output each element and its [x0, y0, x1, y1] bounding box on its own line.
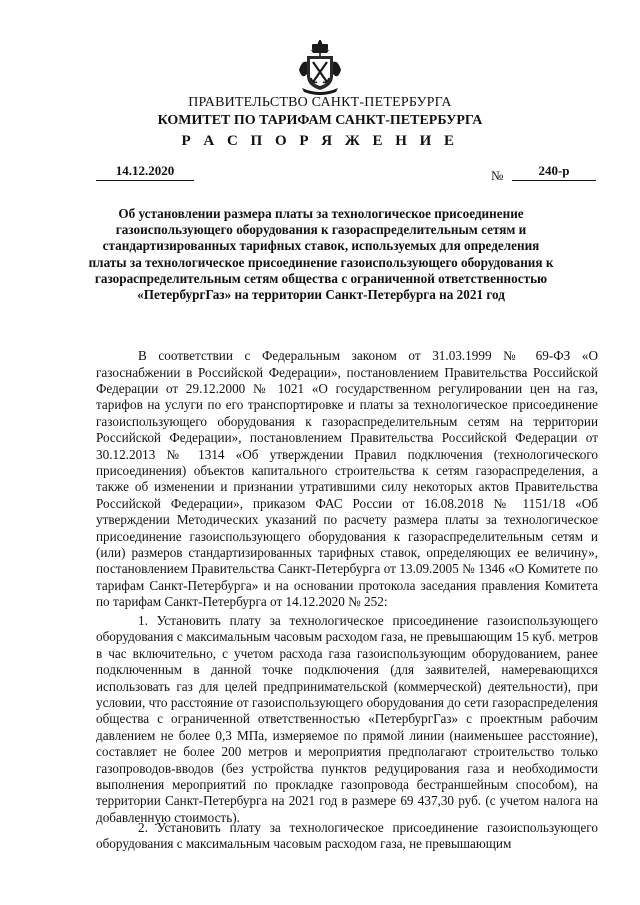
- committee-name: КОМИТЕТ ПО ТАРИФАМ САНКТ-ПЕТЕРБУРГА: [157, 113, 483, 128]
- clause-2: 2. Установить плату за технологическое присоединение газоиспользующего оборудования с максимальным часовым расходом газа, не превышающим: [96, 820, 598, 852]
- clause-1: 1. Установить плату за технологическое присоединение газоиспользующего оборудования с максимальным часовым расходом газа, не превышающим 15 куб. метров в час включительно, с учетом расхода газа газоиспользующим оборудованием, ранее подключенным в данной точке подключения (для заявителей, намеревающихся использовать газ для целей предпринимательской (коммерческой) деятельности), при условии, что расстояние от газоиспользующего оборудования до сети газораспределения общества с ограниченной ответственностью «ПетербургГаз» с проектным рабочим давлением не более 0,3 МПа, измеряемое по прямой линии (наименьшее расстояние), составляет не более 200 метров и мероприятия предполагают строительство только газопроводов-вводов (без устройства пунктов редуцирования газа и необходимости выполнения мероприятий по прокладке газопровода бестраншейным способом), на территории Санкт-Петербурга на 2021 год в размере 69 437,30 руб. (с учетом налога на добавленную стоимость).: [96, 613, 598, 825]
- document-type: Р А С П О Р Я Ж Е Н И Е: [181, 133, 459, 149]
- preamble-paragraph: В соответствии с Федеральным законом от 31.03.1999 № 69-ФЗ «О газоснабжении в Российской Федерации», постановлением Правительства Российской Федерации от 29.12.2000 № 1021 «О государственном регулировании цен на газ, тарифов на услуги по его транспортировке и платы за технологическое присоединение газоиспользующего оборудования к газораспределительным сетям на территории Российской Федерации», постановлением Правительства Российской Федерации от 30.12.2013 № 1314 «Об утверждении Правил подключения (технологического присоединения) объектов капитального строительства к сетям газораспределения, а также об изменении и признании утратившими силу некоторых актов Правительства Российской Федерации», приказом ФАС России от 16.08.2018 № 1151/18 «Об утверждении Методических указаний по расчету размера платы за технологическое присоединение газоиспользующего оборудования к газораспределительным сетям и (или) размеров стандартизированных тарифных ставок, определяющих ее величину», постановлением Правительства Санкт-Петербурга от 13.09.2005 № 1346 «О Комитете по тарифам Санкт-Петербурга» и на основании протокола заседания правления Комитета по тарифам Санкт-Петербурга от 14.12.2020 № 252:: [96, 348, 598, 610]
- document-date: 14.12.2020: [96, 163, 194, 181]
- document-number: 240-р: [512, 163, 596, 181]
- number-sign: №: [491, 168, 504, 183]
- government-name: ПРАВИТЕЛЬСТВО САНКТ-ПЕТЕРБУРГА: [188, 95, 452, 110]
- coat-of-arms-emblem: [296, 40, 344, 96]
- document-title: Об установлении размера платы за технологическое присоединение газоиспользующего оборудования к газораспределительным сетям и стандартизированных тарифных ставок, используемых для определения платы за технологическое присоединение газоиспользующего оборудования к газораспределительным сетям общества с ограниченной ответственностью «ПетербургГаз» на территории Санкт-Петербурга на 2021 год: [88, 206, 554, 303]
